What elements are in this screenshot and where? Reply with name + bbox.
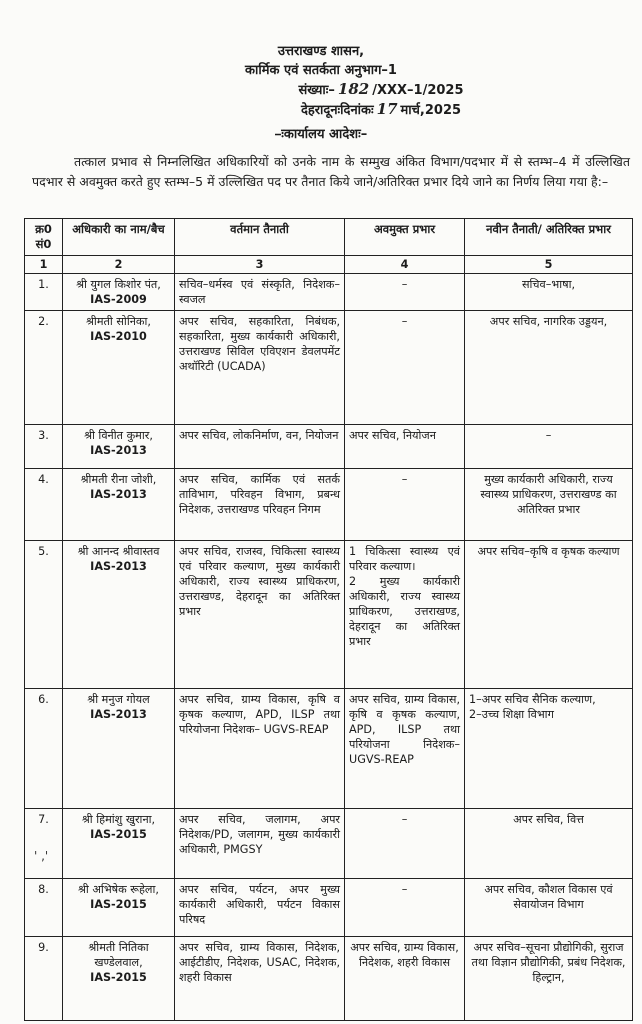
officer-cell — [63, 937, 175, 1021]
serial-number: 2. — [25, 311, 63, 425]
order-intro-paragraph: तत्काल प्रभाव से निम्नलिखित अधिकारियों को उनके नाम के सम्मुख अंकित विभाग/पदभार में से स्तम्भ–4 में उल्लिखित पदभार से अवमुक्त करते हुए स्तम्भ–5 में उल्लिखित पद पर तैनात किये जाने/अतिरिक्त प्रभार दिये जाने का निर्णय लिया गया है:– — [32, 154, 630, 189]
officer-batch: IAS-2009 — [90, 293, 147, 306]
new-posting: 1–अपर सचिव सैनिक कल्याण, 2–उच्च शिक्षा विभाग — [465, 689, 633, 809]
new-posting: सचिव–भाषा, — [465, 274, 633, 311]
new-posting: अपर सचिव, वित्त — [465, 809, 633, 879]
header-relieved-charge: अवमुक्त प्रभार — [345, 219, 465, 256]
current-posting: अपर सचिव, ग्राम्य विकास, कृषि व कृषक कल्याण, APD, ILSP तथा परियोजना निदेशक– UGVS-REAP — [175, 689, 345, 809]
column-number: 3 — [175, 256, 345, 274]
table-row — [25, 469, 633, 541]
serial-number: 9. — [25, 937, 63, 1021]
serial-number: 1. — [25, 274, 63, 311]
serial-number: 4. — [25, 469, 63, 541]
government-name: उत्तराखण्ड शासन, — [277, 44, 365, 59]
current-posting: अपर सचिव, सहकारिता, निबंधक, सहकारिता, मुख्य कार्यकारी अधिकारी, उत्तराखण्ड सिविल एविएशन डेवलपमेंट अथॉरिटी (UCADA) — [175, 311, 345, 425]
document-header — [0, 42, 642, 120]
officer-cell — [63, 879, 175, 937]
table-row — [25, 274, 633, 311]
officer-batch: IAS-2015 — [90, 971, 147, 984]
officer-batch: IAS-2013 — [90, 444, 147, 457]
new-posting: अपर सचिव–सूचना प्रौद्योगिकी, सुराज तथा विज्ञान प्रौद्योगिकी, प्रबंध निदेशक, हिल्ट्रान, — [465, 937, 633, 1021]
current-posting: सचिव–धर्मस्व एवं संस्कृति, निदेशक–स्वजल — [175, 274, 345, 311]
column-number: 2 — [63, 256, 175, 274]
table-row — [25, 541, 633, 689]
reference-number — [0, 80, 642, 100]
table-header-row — [25, 219, 633, 256]
relieved-charge: – — [345, 809, 465, 879]
order-title: –ःकार्यालय आदेशः– — [274, 127, 368, 142]
reference-prefix: संख्याः– — [298, 83, 335, 98]
column-number-row — [25, 256, 633, 274]
column-number: 5 — [465, 256, 633, 274]
margin-ink-mark: ' ,' — [34, 849, 49, 863]
officer-name: श्रीमती सोनिका, — [86, 315, 151, 328]
new-posting: – — [465, 425, 633, 469]
current-posting: अपर सचिव, पर्यटन, अपर मुख्य कार्यकारी अधिकारी, पर्यटन विकास परिषद — [175, 879, 345, 937]
table-row — [25, 425, 633, 469]
officer-name: श्री युगल किशोर पंत, — [76, 278, 161, 291]
officer-batch: IAS-2015 — [90, 828, 147, 841]
department-name: कार्मिक एवं सतर्कता अनुभाग–1 — [245, 63, 397, 78]
current-posting: अपर सचिव, ग्राम्य विकास, निदेशक, आईटीडीए, निदेशक, USAC, निदेशक, शहरी विकास — [175, 937, 345, 1021]
relieved-charge: अपर सचिव, ग्राम्य विकास, निदेशक, शहरी विकास — [345, 937, 465, 1021]
current-posting: अपर सचिव, जलागम, अपर निदेशक/PD, जलागम, मुख्य कार्यकारी अधिकारी, PMGSY — [175, 809, 345, 879]
header-serial: क्र0 सं0 — [25, 219, 63, 256]
officer-cell — [63, 689, 175, 809]
officer-batch: IAS-2013 — [90, 560, 147, 573]
document-date — [0, 100, 642, 120]
officer-cell — [63, 311, 175, 425]
column-number: 1 — [25, 256, 63, 274]
officer-name: श्री अभिषेक रूहेला, — [78, 883, 159, 896]
current-posting: अपर सचिव, कार्मिक एवं सतर्क ताविभाग, परिवहन विभाग, प्रबन्ध निदेशक, उत्तराखण्ड परिवहन निगम — [175, 469, 345, 541]
officer-name: श्री आनन्द श्रीवास्तव — [77, 545, 160, 558]
relieved-charge: अपर सचिव, ग्राम्य विकास, कृषि व कृषक कल्याण, APD, ILSP तथा परियोजना निदेशक– UGVS-REAP — [345, 689, 465, 809]
reference-suffix: /XXX–1/2025 — [372, 83, 464, 98]
officer-name: श्री मनुज गोयल — [87, 693, 150, 706]
new-posting: अपर सचिव, नागरिक उड्डयन, — [465, 311, 633, 425]
officer-name: श्री हिमांशु खुराना, — [81, 813, 156, 826]
handwritten-number: 182 — [337, 80, 370, 98]
officer-cell — [63, 541, 175, 689]
header-current-posting: वर्तमान तैनाती — [175, 219, 345, 256]
officer-cell — [63, 274, 175, 311]
relieved-charge: – — [345, 274, 465, 311]
relieved-charge: – — [345, 879, 465, 937]
officer-name: श्रीमती नितिका खण्डेलवाल, — [88, 941, 149, 969]
officer-name: श्री विनीत कुमार, — [84, 429, 153, 442]
table-row — [25, 689, 633, 809]
serial-number: 6. — [25, 689, 63, 809]
date-suffix: मार्च,2025 — [400, 103, 462, 118]
column-number: 4 — [345, 256, 465, 274]
posting-table — [24, 218, 633, 1021]
table-row — [25, 311, 633, 425]
officer-cell — [63, 425, 175, 469]
table-row — [25, 937, 633, 1021]
relieved-charge: – — [345, 469, 465, 541]
relieved-charge: – — [345, 311, 465, 425]
new-posting: अपर सचिव–कृषि व कृषक कल्याण — [465, 541, 633, 689]
relieved-charge: अपर सचिव, नियोजन — [345, 425, 465, 469]
serial-number: 7. — [25, 809, 63, 879]
officer-batch: IAS-2013 — [90, 488, 147, 501]
handwritten-day: 17 — [376, 100, 398, 118]
officer-cell — [63, 469, 175, 541]
new-posting: अपर सचिव, कौशल विकास एवं सेवायोजन विभाग — [465, 879, 633, 937]
current-posting: अपर सचिव, लोकनिर्माण, वन, नियोजन — [175, 425, 345, 469]
serial-number: 5. — [25, 541, 63, 689]
header-officer: अधिकारी का नाम/बैच — [63, 219, 175, 256]
date-prefix: देहरादूनःदिनांकः — [300, 103, 374, 118]
serial-number: 8. — [25, 879, 63, 937]
serial-number: 3. — [25, 425, 63, 469]
header-new-posting: नवीन तैनाती/ अतिरिक्त प्रभार — [465, 219, 633, 256]
current-posting: अपर सचिव, राजस्व, चिकित्सा स्वास्थ्य एवं परिवार कल्याण, मुख्य कार्यकारी अधिकारी, राज्य स्वास्थ्य प्राधिकरण, उत्तराखण्ड, देहरादून का अतिरिक्त प्रभार — [175, 541, 345, 689]
officer-name: श्रीमती रीना जोशी, — [80, 473, 157, 486]
table-row — [25, 879, 633, 937]
officer-cell — [63, 809, 175, 879]
officer-batch: IAS-2015 — [90, 898, 147, 911]
table-row — [25, 809, 633, 879]
new-posting: मुख्य कार्यकारी अधिकारी, राज्य स्वास्थ्य प्राधिकरण, उत्तराखण्ड का अतिरिक्त प्रभार — [465, 469, 633, 541]
officer-batch: IAS-2013 — [90, 708, 147, 721]
officer-batch: IAS-2010 — [90, 330, 147, 343]
relieved-charge: 1 चिकित्सा स्वास्थ्य एवं परिवार कल्याण। 2 मुख्य कार्यकारी अधिकारी, राज्य स्वास्थ्य प्राधिकरण, उत्तराखण्ड, देहरादून का अतिरिक्त प्रभार — [345, 541, 465, 689]
